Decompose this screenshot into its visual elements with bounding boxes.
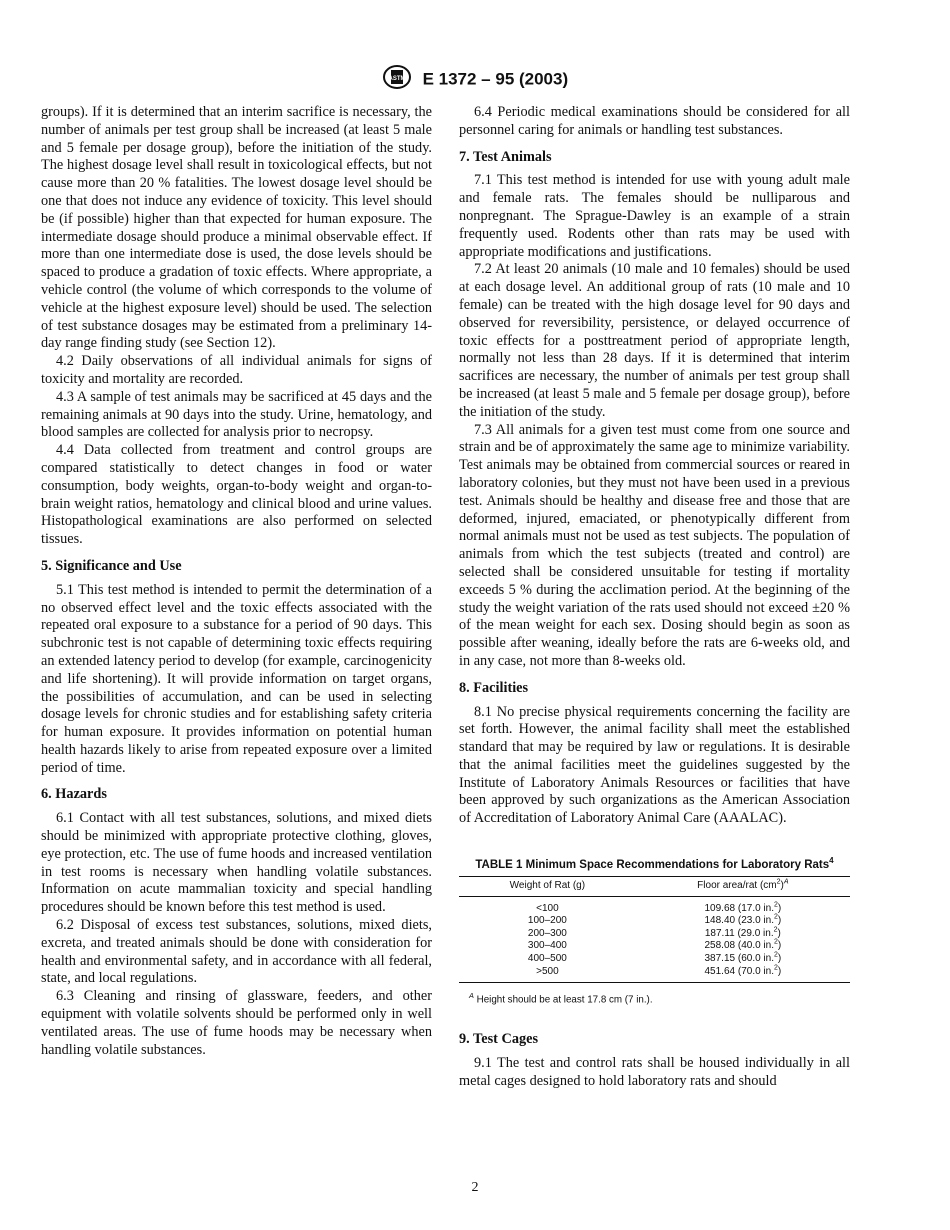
paragraph-4-3: 4.3 A sample of test animals may be sacrificed at 45 days and the remaining animals at 90 days into the study. Urine, hematology, and blood samples are collected for analysis prior to necropsy. [41, 388, 432, 441]
floor-area-cell: 109.68 (17.0 in.$^2$) [704, 901, 782, 914]
section-heading-significance: 5. Significance and Use [41, 557, 182, 574]
paragraph-9-1: 9.1 The test and control rats shall be housed individually in all metal cages designed to hold laboratory rats and should [459, 1055, 850, 1089]
astm-logo-icon [382, 64, 412, 95]
floor-area-cell: 148.40 (23.0 in.$^2$) [704, 913, 782, 927]
table-header-row [459, 877, 850, 897]
paragraph-6-4: 6.4 Periodic medical examinations should be considered for all personnel caring for animals or handling test substances. [459, 104, 850, 138]
section-heading-test-cages: 9. Test Cages [459, 1031, 539, 1048]
floor-area-cell: 451.64 (70.0 in.$^2$) [636, 966, 850, 983]
table-row [459, 928, 850, 941]
table-footnote [469, 987, 850, 1009]
weight-cell: >500 [459, 966, 636, 983]
weight-cell: <100 [536, 902, 559, 914]
table-title-text: TABLE 1 Minimum Space Recommendations for Laboratory Rats [475, 859, 830, 872]
weight-cell: 300–400 [527, 940, 567, 952]
paragraph-6-1: 6.1 Contact with all test substances, solutions, and mixed diets should be minimized with appropriate protective clothing, gloves, eye protection, etc. The use of fume hoods and increased ventilation in test rooms is necessary when handling volatile substances. Information on acute mammalian toxicity and special handling procedures should be known before this test method is used. [41, 810, 432, 916]
table-row [459, 953, 850, 966]
weight-cell: 100–200 [527, 915, 567, 927]
weight-cell: 400–500 [527, 953, 567, 965]
right-column [459, 104, 850, 1091]
table-footnote-mark: A [469, 991, 474, 1001]
floor-area-cell: 387.15 (60.0 in.$^2$) [704, 951, 782, 965]
header-footnote-mark: A [783, 878, 789, 886]
floor-area-header-text: Floor area/rat (cm [697, 880, 777, 892]
left-column [41, 104, 432, 1059]
table-header-floor-area: Floor area/rat $(cm^2)^A$ [636, 877, 850, 897]
floor-area-cell: 187.11 (29.0 in.$^2$) [704, 926, 781, 939]
paragraph-7-1: 7.1 This test method is intended for use with young adult male and female rats. The females should be nulliparous and nonpregnant. The Sprague-Dawley is an example of a strain frequently used. Rodents other than rats may be used with appropriate modifications and justifications. [459, 172, 850, 260]
paragraph-4-2: 4.2 Daily observations of all individual animals for signs of toxicity and mortality are recorded. [41, 353, 432, 387]
table-title [459, 858, 850, 872]
section-heading-test-animals: 7. Test Animals [459, 148, 552, 165]
paragraph-4-4: 4.4 Data collected from treatment and control groups are compared statistically to detect changes in food or water consumption, body weights, organ-to-body weight and organ-to-brain weight ratios, hematology and clinical blood and urine values. Histopathological examinations are also performed on selected tissues. [41, 442, 432, 548]
paragraph-6-3: 6.3 Cleaning and rinsing of glassware, feeders, and other equipment with volatile solvents should be performed only in well ventilated areas. The use of fume hoods may be necessary when handling volatile substances. [41, 988, 432, 1058]
section-heading-hazards: 6. Hazards [41, 786, 107, 803]
table-row [459, 896, 850, 915]
cm-squared-sup: 2 [776, 878, 781, 886]
page-header [0, 64, 950, 95]
page-number: 2 [471, 1180, 479, 1195]
floor-area-cell: 258.08 (40.0 in.$^2$) [704, 939, 782, 952]
weight-cell: 200–300 [527, 927, 567, 939]
table-row [459, 915, 850, 928]
paragraph-6-2: 6.2 Disposal of excess test substances, solutions, mixed diets, excreta, and treated animals should be done with consideration for health and environmental safety, and in accordance with all federal, state, and local regulations. [41, 917, 432, 987]
table-row [459, 966, 850, 983]
paragraph-8-1: 8.1 No precise physical requirements concerning the facility are set forth. However, the animal facility shall meet the established standard that may be required by law or regulations. It is desirable that the animal facilities meet the guidelines suggested by the Institute of Laboratory Animals Resources or facilities that have been approved by such organizations as the American Association of Accreditation of Laboratory Animal Care (AAALAC). [459, 703, 850, 827]
document-designation: E 1372 – 95 (2003) [422, 69, 569, 89]
table-row [459, 940, 850, 953]
space-recommendations-table [459, 876, 850, 983]
paragraph-7-3: 7.3 All animals for a given test must come from one source and strain and be of approximately the same age to minimize variability. Test animals may be obtained from commercial sources or reared in laboratory colonies, but they must not have been used in a previous test. Animals should be healthy and disease free and those that are deformed, injured, emaciated, or phenotypically different from normal animals must not be used as test subjects. The population of animals from which the test subjects (treated and control) are selected shall be considered unsuitable for testing if mortality exceeds 5 % during the acclimation period. At the beginning of the study the weight variation of the rats used should not exceed ±20 % of the mean weight for each sex. Dosing should begin as soon as possible after weaning, ideally before the rats are 6-weeks old, and in any case, not more than 8-weeks old. [459, 421, 850, 669]
paragraph-5-1: 5.1 This test method is intended to permit the determination of a no observed effect level and the toxic effects associated with the repeated oral exposure to a substance for a period of 90 days. This subchronic test is not capable of determining toxic effects requiring an extended latency period to develop (for example, carcinogenicity and life shortening). It will provide information on target organs, the possibilities of accumulation, and can be used in selecting dosage levels for chronic studies and for establishing safety criteria for human exposure. It provides information on potential human health hazards likely to arise from repeated exposure over a limited period of time. [41, 581, 432, 776]
section-heading-facilities: 8. Facilities [459, 679, 529, 696]
table-footnote-text: Height should be at least 17.8 cm (7 in.). [476, 994, 653, 1006]
table-title-footnote: 4 [829, 856, 834, 866]
table-header-weight: Weight of Rat (g) [459, 877, 636, 897]
paragraph-continued: groups). If it is determined that an interim sacrifice is necessary, the number of animals per test group shall be increased (at least 5 male and 5 female per dosage group), before the initiation of the study. The highest dosage level shall result in toxicological effects, but not cause more than 20 % fatalities. The lowest dosage level should be one that does not induce any evidence of toxicity. This level should be (if possible) higher than that expected for human exposure. The intermediate dosage should produce a minimal observable effect. If more than one intermediate dose is used, the dose levels should be spaced to produce a gradation of toxic effects. Where appropriate, a vehicle control (the volume of which corresponds to the volume of vehicle at the highest exposure level) should be used. The selection of test substance dosages may be estimated from a preliminary 14-day range finding study (see Section 12). [41, 104, 432, 352]
logo-text: ASTM [388, 76, 406, 82]
paragraph-7-2: 7.2 At least 20 animals (10 male and 10 females) should be used at each dosage level. An additional group of rats (10 male and 10 female) can be treated with the high dosage level for 90 days and observed for reversibility, persistence, or delayed occurrence of toxic effects for a posttreatment period of appropriate length, normally not less than 28 days. If it is determined that interim sacrifices are necessary, the number of animals per test group shall be increased (at least 5 male and 5 female per dosage group), before the initiation of the study. [459, 261, 850, 420]
